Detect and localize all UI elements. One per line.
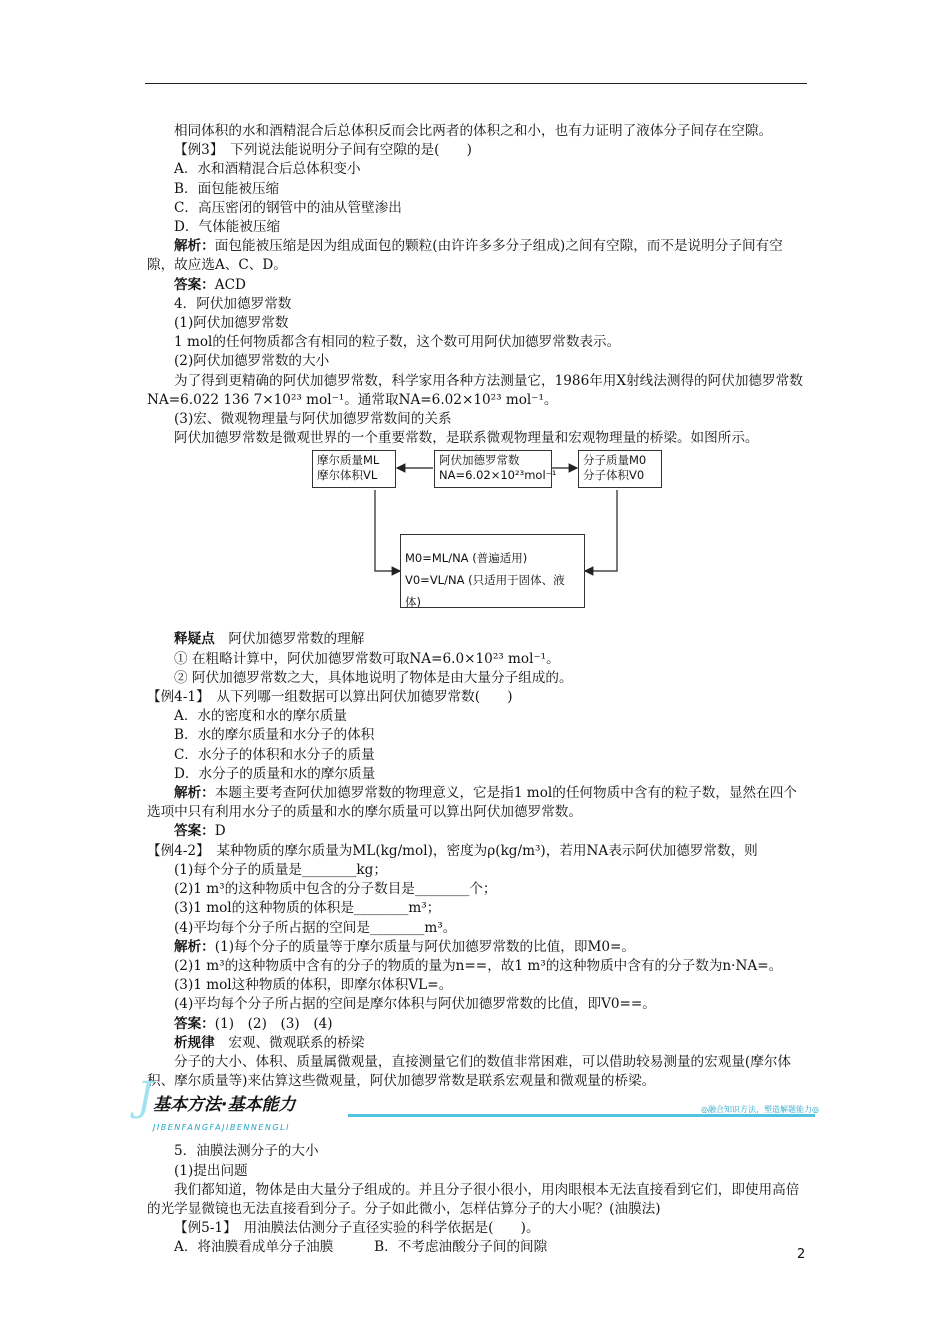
answer: 答案：ACD xyxy=(174,276,246,293)
clarification-heading: 释疑点 阿伏加德罗常数的理解 xyxy=(174,631,365,648)
page-number: 2 xyxy=(797,1247,806,1262)
avogadro-constant-box: 阿伏加德罗常数 NA=6.02×10²³mol⁻¹ xyxy=(434,450,552,488)
subheading: (1)提出问题 xyxy=(174,1162,248,1179)
paragraph: 1 mol的任何物质都含有相同的粒子数，这个数可用阿伏加德罗常数表示。 xyxy=(174,334,621,351)
example-4-2-question: 【例4-2】 某种物质的摩尔质量为ML(kg/mol)，密度为ρ(kg/m³)，若用NA表示阿伏加德罗常数，则 xyxy=(147,842,758,859)
banner-tagline: ◎融合知识方法，塑造解题能力◎ xyxy=(701,1105,819,1115)
subheading: (2)阿伏加德罗常数的大小 xyxy=(174,353,330,370)
option-b: B．水的摩尔质量和水分子的体积 xyxy=(174,727,375,744)
options-ab: A．将油膜看成单分子油膜 B．不考虑油酸分子间的间隙 xyxy=(174,1239,548,1256)
subheading: (1)阿伏加德罗常数 xyxy=(174,315,289,332)
section-banner xyxy=(137,1074,819,1138)
option-c: C．水分子的体积和水分子的质量 xyxy=(174,746,375,763)
analysis: 解析：面包能被压缩是因为组成面包的颗粒(由许许多多分子组成)之间有空隙，而不是说明分子间有空隙，故应选A、C、D。 xyxy=(147,238,783,274)
banner-logo-letter: J xyxy=(137,1074,154,1121)
option-d: D．气体能被压缩 xyxy=(174,219,281,236)
analysis-line: (2)1 m³的这种物质中含有的分子的物质的量为n==，故1 m³的这种物质中含有的分子数为n·NA=。 xyxy=(174,957,783,974)
section-heading: 5．油膜法测分子的大小 xyxy=(174,1143,319,1160)
paragraph: 我们都知道，物体是由大量分子组成的。并且分子很小很小，用肉眼根本无法直接看到它们，即使用高倍的光学显微镜也无法直接看到分子。分子如此微小，怎样估算分子的大小呢？(油膜法) xyxy=(147,1181,800,1217)
option-a: A．水和酒精混合后总体积变小 xyxy=(174,161,361,178)
clarification-point: ① 在粗略计算中，阿伏加德罗常数可取NA=6.0×10²³ mol⁻¹。 xyxy=(174,650,560,667)
paragraph: 为了得到更精确的阿伏加德罗常数，科学家用各种方法测量它，1986年用X射线法测得的阿伏加德罗常数NA=6.022 136 7×10²³ mol⁻¹。通常取NA=6.02×10²³ mol⁻¹。 xyxy=(147,372,803,408)
micro-quantities-box: 分子质量M0 分子体积V0 xyxy=(578,450,662,488)
analysis-line: (4)平均每个分子所占据的空间是摩尔体积与阿伏加德罗常数的比值，即V0==。 xyxy=(174,996,656,1013)
example-3-question: 【例3】 下列说法能说明分子间有空隙的是( ) xyxy=(174,142,472,159)
avogadro-diagram xyxy=(147,450,807,628)
banner-title: 基本方法·基本能力 xyxy=(153,1095,296,1116)
clarification-point: ② 阿伏加德罗常数之大，具体地说明了物体是由大量分子组成的。 xyxy=(174,669,573,686)
paragraph: 阿伏加德罗常数是微观世界的一个重要常数，是联系微观物理量和宏观物理量的桥梁。如图所示。 xyxy=(174,430,759,447)
answer: 答案：(1) (2) (3) (4) xyxy=(174,1015,333,1032)
option-d: D．水分子的质量和水的摩尔质量 xyxy=(174,765,376,782)
header-rule xyxy=(145,83,807,84)
blank-question: (3)1 mol的这种物质的体积是________m³； xyxy=(174,900,441,917)
example-5-1-question: 【例5-1】 用油膜法估测分子直径实验的科学依据是( )。 xyxy=(174,1220,540,1237)
option-a: A．水的密度和水的摩尔质量 xyxy=(174,708,347,725)
analysis: 解析：(1)每个分子的质量等于摩尔质量与阿伏加德罗常数的比值，即M0=。 xyxy=(174,938,636,955)
analysis-line: (3)1 mol这种物质的体积，即摩尔体积VL=。 xyxy=(174,977,453,994)
rule-heading: 析规律 宏观、微观联系的桥梁 xyxy=(174,1034,365,1051)
banner-subtitle: JIBENFANGFAJIBENNENGLI xyxy=(153,1123,290,1133)
answer: 答案：D xyxy=(174,823,226,840)
example-4-1-question: 【例4-1】 从下列哪一组数据可以算出阿伏加德罗常数( ) xyxy=(147,689,513,706)
macro-quantities-box: 摩尔质量ML 摩尔体积VL xyxy=(312,450,396,488)
blank-question: (1)每个分子的质量是________kg； xyxy=(174,861,387,878)
section-heading: 4．阿伏加德罗常数 xyxy=(174,295,292,312)
page-content xyxy=(137,122,819,1258)
paragraph: 相同体积的水和酒精混合后总体积反而会比两者的体积之和小，也有力证明了液体分子间存在空隙。 xyxy=(174,123,773,139)
blank-question: (4)平均每个分子所占据的空间是________m³。 xyxy=(174,919,457,936)
paragraph: 分子的大小、体积、质量属微观量，直接测量它们的数值非常困难，可以借助较易测量的宏观量(摩尔体积、摩尔质量等)来估算这些微观量，阿伏加德罗常数是联系宏观量和微观量的桥梁。 xyxy=(147,1053,792,1090)
option-b: B．面包能被压缩 xyxy=(174,180,280,197)
analysis: 解析：本题主要考查阿伏加德罗常数的物理意义，它是指1 mol的任何物质中含有的粒子数，显然在四个选项中只有利用水分子的质量和水的摩尔质量可以算出阿伏加德罗常数。 xyxy=(147,785,797,821)
formula-box: M0=ML/NA (普遍适用) V0=VL/NA (只适用于固体、液体) xyxy=(400,534,585,608)
subheading: (3)宏、微观物理量与阿伏加德罗常数间的关系 xyxy=(174,411,452,428)
blank-question: (2)1 m³的这种物质中包含的分子数目是________个； xyxy=(174,881,497,898)
option-c: C．高压密闭的钢管中的油从管壁渗出 xyxy=(174,199,402,216)
